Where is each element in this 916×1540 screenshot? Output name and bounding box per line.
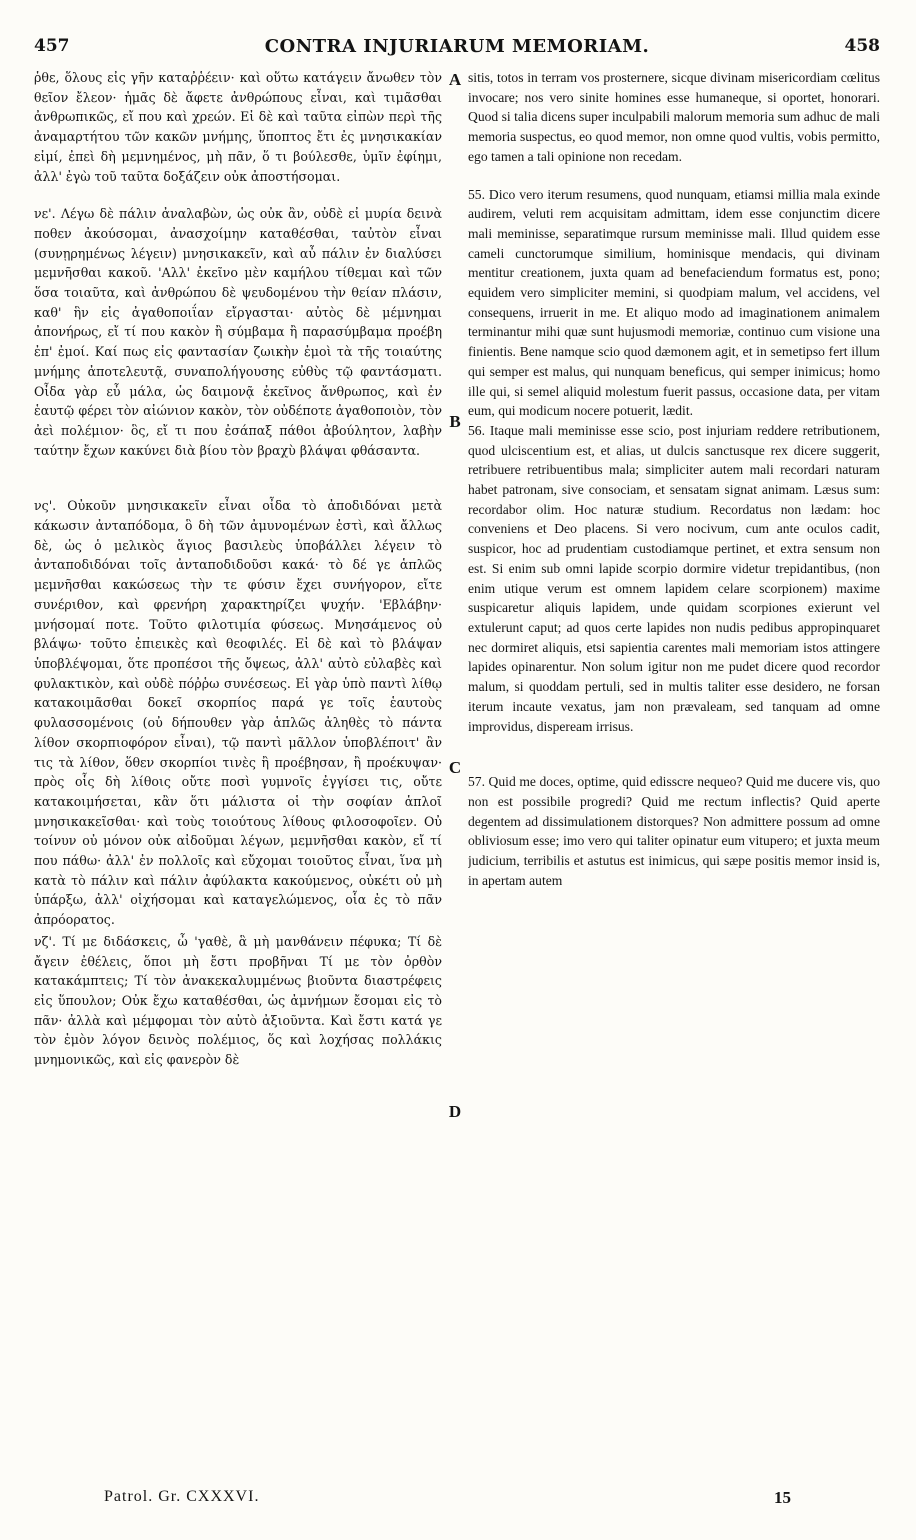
- page-number-left: 457: [34, 36, 70, 56]
- latin-paragraph-intro: sitis, totos in terram vos prosternere, sicque divinam misericordiam cœlitus invocare; nos vero sinite homines esse humaneque, si oportet, honorari. Quod si talia dicens super inculpabili malorum memoria sum adhuc de mali memoria suspectus, eo quod memor, non omne quod vultis, vobis permitto, ego tamen a tali opinione non recedam.: [468, 70, 880, 164]
- greek-paragraph-56: νς'. Οὐκοῦν μνησικακεῖν εἶναι οἶδα τὸ ἀποδιδόναι μετὰ κάκωσιν ἀνταπόδομα, ὃ δὴ τῶν ἀμυνομένων ἐστὶ, καὶ ἄλλως δὲ, ὡς ὁ μελικὸς ἅγιος βασιλεὺς ὑποβάλλει λέγειν τὸ ἀνταποδιδόναι τοῖς ἀνταποδιδοῦσι κακά· τὸ δέ γε ἁπλῶς μεμνῆσθαι κακώσεως τὴν τε φύσιν ἔχει συνήγορον, εἴτε συνέριθον, καὶ φρενήρη χαρακτηρίζει ψυχήν. 'Εβλάβην· μνήσομαί ποτε. Τοῦτο φιλοτιμία φύσεως. Μνησάμενος οὐ βλάψω· τοῦτο ἐπιεικὲς καὶ θεοφιλές. Εἰ δὲ καὶ τὸ βλάψαν ὑποβλέψομαι, ὅτε προπέσοι τῆς ὄψεως, ἀλλ' αὐτὸ εὐλαβὲς καὶ φυλακτικὸν, καὶ οὐδὲ πόῤῥω συνέσεως. Εἰ γὰρ ὑπὸ παντὶ λίθῳ κατακοιμᾶσθαι δοκεῖ σκορπίος παρά γε τοῖς ἑαυτοὺς φυλασσομένοις (οὐ δήπουθεν γὰρ ἁπλῶς ἀληθὲς τὸ πάντα λίθον σκορπιοφόρον εἶναι), τῷ παντὶ μᾶλλον ὑποβλέποιτ' ἂν τις τὰ λίθον, ὅθεν σκορπίοι τινὲς ἢ προέβησαν, ἢ προέκυψαν· πρὸς οἷς δὴ λίθοις οὔτε ποσὶ γυμνοῖς ἐγγίσει τις, οὔτε κατακοιμήσεται, κἂν ὅτι μάλιστα οἱ τὴν σοφίαν ἁπλοῖ μνησικακεῖσθαι· καὶ τοὺς τοιούτους λίθους φιλοσοφοῖεν. Οὐ τοίνυν οὐ μόνον οὐκ αἰδοῦμαι λέγων, μεμνῆσθαι κακὸν, εἴ τί που πάθω· ἀλλ' ἐν πολλοῖς καὶ εὔχομαι τοιοῦτος εἶναι, ἵνα μὴ κατὰ τὸ πάλιν καὶ πάλιν ἀφύλακτα κακούμενος, οὐκέτι οὐ μὴ ὑπάρξω, ἀλλ' οἰχήσομαι καὶ καταγελώμενος, οἷα ἐς τὸ πᾶν ἀπρόορατος.: [34, 498, 442, 928]
- latin-paragraph-56: 56. Itaque mali meminisse esse scio, post injuriam reddere retributionem, quod ulciscentium est, et alias, ut dulcis sanctusque rex dicere suggerit, retribuere retribuentibus mala; simpliciter autem mali recordari naturam habet patronam, sive consociam, et sensatam signat animam. Læsus sum: recordabor olim. Hoc naturæ studium. Recordatus non lædam: hoc conveniens et Deo placens. Si vero nocivum, cum ante oculos cadit, suspicor, hoc ad prudentiam custodiamque pertinet, et extra sensum non est. Si enim sub omni lapide scorpio dormire videtur trepidantibus, (non enim utique verum est omnem lapidem celare scorpionem) maxime suspicaretur aliquis lapidem, unde quidam scorpiones exierunt vel extulerunt caput; ad quos certe lapides non nudis pedibus appropinquaret nec dormiret aliquis, etsi sapientia carentes mali memoriam istos attingere lapides opinarentur. Non solum igitur non me pudet dicere quod recordor malum, si quoddam pertuli, sed in multis taliter esse desidero, ne forsan iterum incaute vexatus, jam non prævaleam, sed tanquam ad omne improvidus, dispeream irrisus.: [468, 422, 880, 734]
- greek-paragraph-57: νζ'. Τί με διδάσκεις, ὦ 'γαθὲ, ἃ μὴ μανθάνειν πέφυκα; Τί δὲ ἄγειν ἐθέλεις, ὅποι μὴ ἔστι προβῆναι Τί με τὸν ὀρθὸν κατακάμπτεις; Τί τὸν ἀνακεκαλυμμένως βιοῦντα διαστρέφεις εἰς ὕπουλον; Οὐκ ἔχω καταθέσθαι, ὡς ἀμνήμων ἔσομαι εἰς τὸ πᾶν· ἀλλὰ καὶ μέμφομαι τὸν αὐτὸ ἀξιοῦντα. Καὶ ἔστι κατά γε τὸν ἐμὸν λόγον δεινὸς πολέμιος, ὅς καὶ λοχήσας πολλάκις μνημονικῶς, καὶ εἰς φανερὸν δὲ: [34, 933, 442, 1068]
- sheet-number: 15: [774, 1488, 791, 1507]
- latin-paragraph-57: 57. Quid me doces, optime, quid edisscre nequeo? Quid me ducere vis, quo non est possibile progredi? Quid me rectum inflectis? Quid aperte degentem ad dissimulationem distorques? Non admittere possum ad omne obliviosum esse; imo vero qui taliter opinatur eum vitupero; et juxta meum judicium, terribilis et astutus est inimicus, qui sæpe positis memor insid is, in apertam autem: [468, 774, 880, 888]
- greek-column: [34, 68, 442, 1452]
- section-marker-c: C: [448, 758, 462, 777]
- page-number-right: 458: [844, 36, 880, 56]
- running-title: CONTRA INJURIARUM MEMORIAM.: [264, 36, 650, 57]
- greek-paragraph-intro: ῥθε, ὅλους εἰς γῆν καταῤῥέειν· καὶ οὕτω κατάγειν ἄνωθεν τὸν θεῖον ἔλεον· ἡμᾶς δὲ ἄφετε ἀνθρώπους εἶναι, καὶ τιμᾶσθαι ἀνθρωπικῶς, εἴ που καὶ χρεών. Εἰ δὲ καὶ ταῦτα εἰπὼν περὶ τῆς ἀναμαρτήτου τῶν κακῶν μνήμης, ὕποπτος ἔτι ἐς μνησικακίαν εἰμί, ἐπεὶ δὴ μεμνημένος, μὴ πᾶν, ὅ τι βούλεσθε, ὑμῖν ἐφίημι, ἀλλ' ἐγὼ τοῦ ταῦτα δοξάζειν οὐκ ἀποστήσομαι.: [34, 70, 442, 184]
- latin-paragraph-55: 55. Dico vero iterum resumens, quod nunquam, etiamsi millia mala exinde audirem, veluti rem acquisitam admittam, idem esse conjunctim dicere mali meminisse, separatimque rursum meminisse mali. Illud quidem esse cameli cunctorumque similium, hominisque mendacis, qui divinam mentitur creationem, juxta quam ad benefaciendum formatus est, pono; equidem vero simpliciter memini, si quodpiam malum, vel accidens, vel consequens, irruerit in me. Et aliquo modo ad imaginationem animalem terminantur mihi quæ sunt hujusmodi memoriæ, continuo cum visione una finientis. Bene namque scio quod dæmonem agit, et in semetipso fert illum qui semper est malus, qui nunquam beneficus, qui semper inimicus; homo ille qui, si semel aliquid molestum fuerit passus, occasione data, per vitam eum, qui modicum nocere potuerit, lædit.: [468, 186, 880, 419]
- greek-paragraph-55: νε'. Λέγω δὲ πάλιν ἀναλαβὼν, ὡς οὐκ ἂν, οὐδὲ εἰ μυρία δεινὰ ποθεν ἀκούσομαι, ἀνασχοίμην καταθέσθαι, ταὐτὸν εἶναι (συνῃρημένως λέγειν) μνησικακεῖν, καὶ αὖ πάλιν ἐν διαλύσει μεμνῆσθαι κακοῦ. 'Αλλ' ἐκεῖνο μὲν καμήλου τίθεμαι καὶ τῶν ὅσα τοιαῦτα, καὶ ἀνθρώπου δὲ ψευδομένου τὴν θείαν πλάσιν, καθ' ἣν εἰς ἀγαθοποιΐαν εἴργασται· αὐτὸς δὲ μέμνημαι ἀπονήρως, εἴ τί που κακὸν ἢ σύμβαμα ἢ παρασύμβαμα προέβη ἐπ' ἐμοί. Καί πως εἰς φαντασίαν ζωικὴν ἐμοὶ τὰ τῆς τοιαύτης μνήμης ἀποτελευτᾷ, συναπολήγουσης εὐθὺς τῷ φαντάσματι. Οἶδα γὰρ εὖ μάλα, ὡς δαιμονᾷ ἐκεῖνος ἄνθρωπος, καὶ ἐν ἑαυτῷ φέρει τὸν αἰώνιον κακὸν, τὸν οὐδέποτε ἀγαθοποιὸν, τὸν ἀεὶ πολέμιον· ὃς, εἴ τι που ἐσάπαξ πάθοι ἀβούλητον, λαβὴν ταύτην ἔχων κακύνει διὰ βίου τὸν βραχὺ βλάψαι φθάσαντα.: [34, 206, 442, 458]
- section-marker-a: A: [448, 70, 462, 89]
- latin-column: [468, 68, 880, 1452]
- page-footer: [34, 1488, 880, 1512]
- page-header: [34, 36, 880, 60]
- section-marker-d: D: [448, 1102, 462, 1121]
- series-signature: Patrol. Gr. CXXXVI.: [104, 1488, 260, 1505]
- section-marker-b: B: [449, 412, 461, 431]
